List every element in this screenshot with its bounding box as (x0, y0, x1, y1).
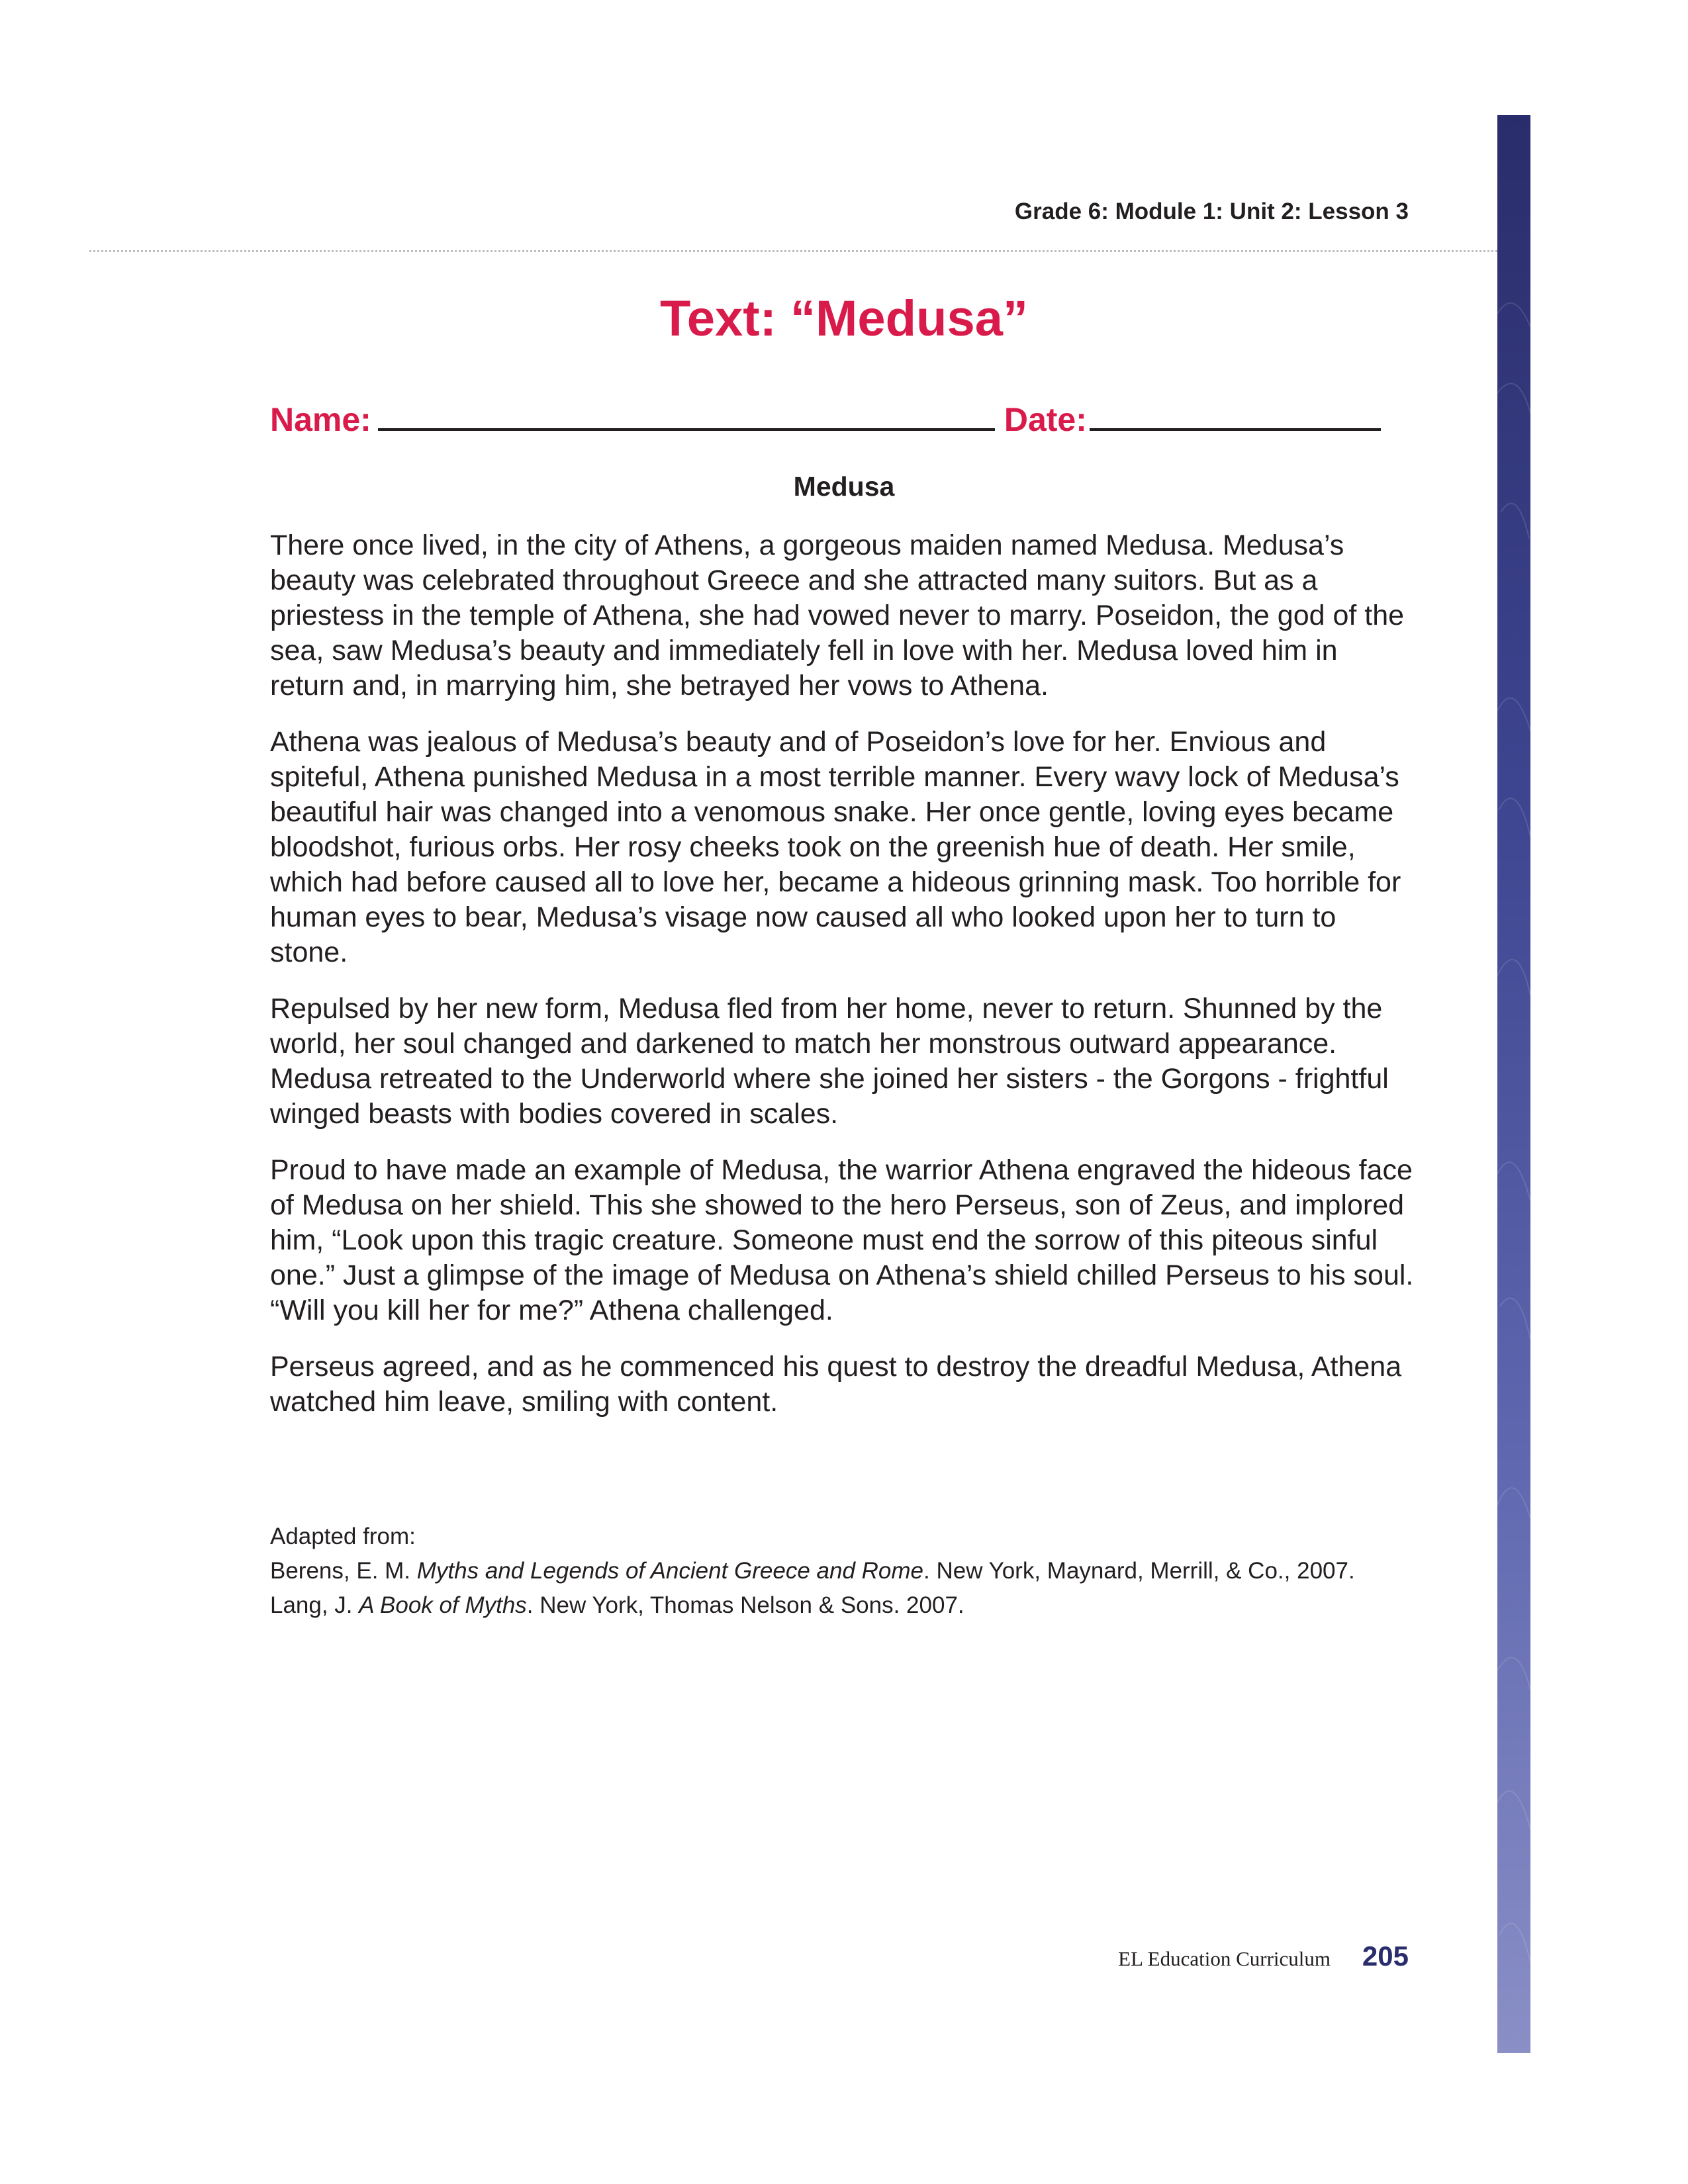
name-label: Name: (270, 401, 371, 438)
decorative-side-band (1497, 115, 1530, 2053)
header-divider (89, 250, 1497, 252)
page-number: 205 (1362, 1940, 1409, 1972)
citation-2-rest: . New York, Thomas Nelson & Sons. 2007. (526, 1592, 964, 1618)
citation-2-title: A Book of Myths (359, 1592, 527, 1618)
story-paragraph: Athena was jealous of Medusa’s beauty and of Poseidon’s love for her. Envious and spiteful, Athena punished Medusa in a most terrible manner. Every wavy lock of Medusa’s beautiful hair was changed into a venomous snake. Her once gentle, loving eyes became bloodshot, furious orbs. Her rosy cheeks took on the greenish hue of death. Her smile, which had before caused all to love her, became a hideous grinning mask. Too horrible for human eyes to bear, Medusa’s visage now caused all who looked upon her to turn to stone. (270, 726, 1401, 968)
story-paragraph: Repulsed by her new form, Medusa fled from her home, never to return. Shunned by the world, her soul changed and darkened to match her monstrous outward appearance. Medusa retreated to the Underworld where she joined her sisters - the Gorgons - frightful winged beasts with bodies covered in scales. (270, 993, 1389, 1130)
citation-1-author: Berens, E. M. (270, 1558, 417, 1584)
date-blank[interactable] (1090, 394, 1381, 431)
story-paragraph: There once lived, in the city of Athens, a gorgeous maiden named Medusa. Medusa’s beauty was celebrated throughout Greece and she attracted many suitors. But as a priestess in the temple of Athena, she had vowed never to marry. Poseidon, the god of the sea, saw Medusa’s beauty and immediately fell in love with her. Medusa loved him in return and, in marrying him, she betrayed her vows to Athena. (270, 529, 1405, 702)
footer-curriculum: EL Education Curriculum (1118, 1947, 1331, 1970)
story-heading: Medusa (793, 471, 895, 502)
story-paragraph: Proud to have made an example of Medusa, the warrior Athena engraved the hideous face of Medusa on her shield. This she showed to the hero Perseus, son of Zeus, and implored him, “Look upon this tragic creature. Someone must end the sorrow of this piteous sinful one.” Just a glimpse of the image of Medusa on Athena’s shield chilled Perseus to his soul. “Will you kill her for me?” Athena challenged. (270, 1154, 1414, 1326)
date-label: Date: (1004, 401, 1087, 438)
story-paragraph: Perseus agreed, and as he commenced his quest to destroy the dreadful Medusa, Athena watched him leave, smiling with content. (270, 1351, 1402, 1418)
name-date-line (270, 394, 1409, 439)
page-title: Text: “Medusa” (659, 291, 1028, 347)
citation-1-title: Myths and Legends of Ancient Greece and Rome (416, 1558, 924, 1584)
lesson-label: Grade 6: Module 1: Unit 2: Lesson 3 (1014, 199, 1409, 224)
citation-source-1 (270, 1554, 1419, 1588)
name-blank[interactable] (378, 394, 995, 431)
band-pattern (1497, 115, 1530, 2053)
citation-2-author: Lang, J. (270, 1592, 359, 1618)
citation-intro: Adapted from: (270, 1524, 416, 1549)
citations (270, 1520, 1419, 1623)
citation-1-rest: . New York, Maynard, Merrill, & Co., 2007. (923, 1558, 1355, 1584)
citation-source-2 (270, 1588, 1419, 1623)
story-body (270, 528, 1419, 1441)
